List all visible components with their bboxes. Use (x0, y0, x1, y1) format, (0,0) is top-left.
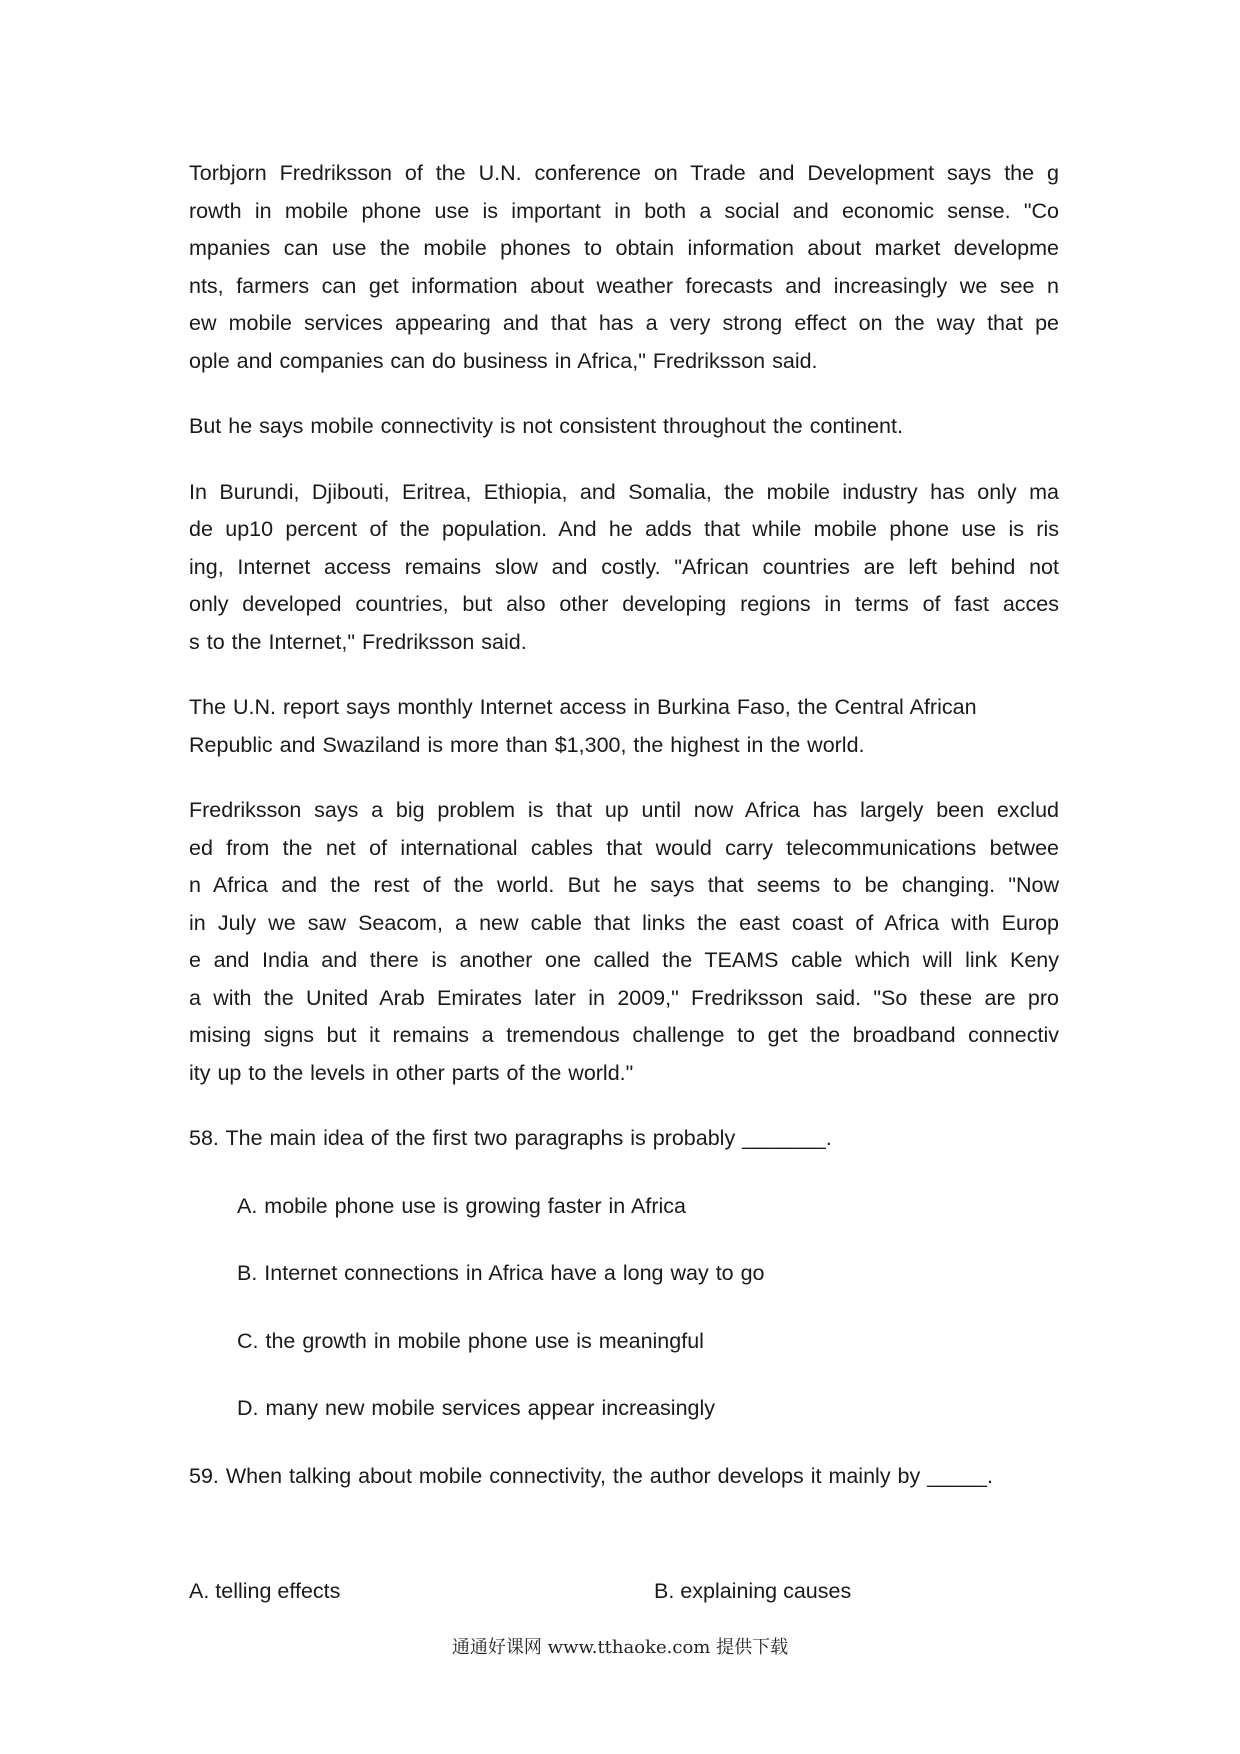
text-line: rowth in mobile phone use is important in both a social and economic sense. "Co (189, 198, 1059, 223)
passage-paragraph-1 (189, 155, 1059, 380)
text-line: ed from the net of international cables that would carry telecommunications betwee (189, 835, 1059, 860)
passage-paragraph-2 (189, 408, 1059, 446)
passage-paragraph-3 (189, 474, 1059, 662)
text-line: Torbjorn Fredriksson of the U.N. conference on Trade and Development says the g (189, 161, 1059, 185)
page-content (189, 155, 1059, 1525)
passage-paragraph-4 (189, 689, 1059, 764)
text-line: nts, farmers can get information about weather forecasts and increasingly we see n (189, 273, 1059, 298)
question-59-stem: 59. When talking about mobile connectivity, the author develops it mainly by _____. (189, 1463, 993, 1488)
text-line: Republic and Swaziland is more than $1,300, the highest in the world. (189, 732, 865, 757)
text-line: ew mobile services appearing and that has a very strong effect on the way that pe (189, 311, 1059, 335)
text-line: n Africa and the rest of the world. But he says that seems to be changing. "Now (189, 873, 1059, 897)
text-line: But he says mobile connectivity is not consistent throughout the continent. (189, 414, 903, 438)
text-line: a with the United Arab Emirates later in 2009," Fredriksson said. "So these are pro (189, 985, 1059, 1010)
question-59-option-b: B. explaining causes (654, 1579, 852, 1603)
text-line: The U.N. report says monthly Internet access in Burkina Faso, the Central African (189, 695, 977, 719)
page-footer-credit: 通通好课网 www.tthaoke.com 提供下载 (451, 1637, 789, 1658)
question-58-stem: 58. The main idea of the first two paragraphs is probably _______. (189, 1126, 832, 1150)
text-line: in July we saw Seacom, a new cable that links the east coast of Africa with Europ (189, 910, 1059, 935)
text-line: Fredriksson says a big problem is that up until now Africa has largely been exclud (189, 798, 1059, 822)
question-58-option-d: D. many new mobile services appear increasingly (237, 1396, 716, 1420)
text-line: mpanies can use the mobile phones to obtain information about market developme (189, 236, 1059, 260)
text-line: ing, Internet access remains slow and costly. "African countries are left behind not (189, 554, 1059, 579)
question-58-option-b: B. Internet connections in Africa have a long way to go (237, 1261, 765, 1285)
question-58-option-a: A. mobile phone use is growing faster in Africa (237, 1193, 686, 1218)
text-line: In Burundi, Djibouti, Eritrea, Ethiopia, and Somalia, the mobile industry has only ma (189, 479, 1059, 504)
text-line: e and India and there is another one called the TEAMS cable which will link Keny (189, 948, 1059, 972)
text-line: de up10 percent of the population. And he adds that while mobile phone use is ris (189, 517, 1059, 541)
text-line: s to the Internet," Fredriksson said. (189, 629, 527, 654)
text-line: only developed countries, but also other developing regions in terms of fast acces (189, 592, 1059, 616)
question-58-option-c: C. the growth in mobile phone use is meaningful (237, 1328, 704, 1353)
text-line: ople and companies can do business in Africa," Fredriksson said. (189, 348, 818, 373)
text-line: ity up to the levels in other parts of the world." (189, 1060, 634, 1085)
passage-paragraph-5 (189, 792, 1059, 1092)
text-line: mising signs but it remains a tremendous challenge to get the broadband connectiv (189, 1023, 1059, 1047)
question-59-option-a: A. telling effects (189, 1579, 341, 1603)
